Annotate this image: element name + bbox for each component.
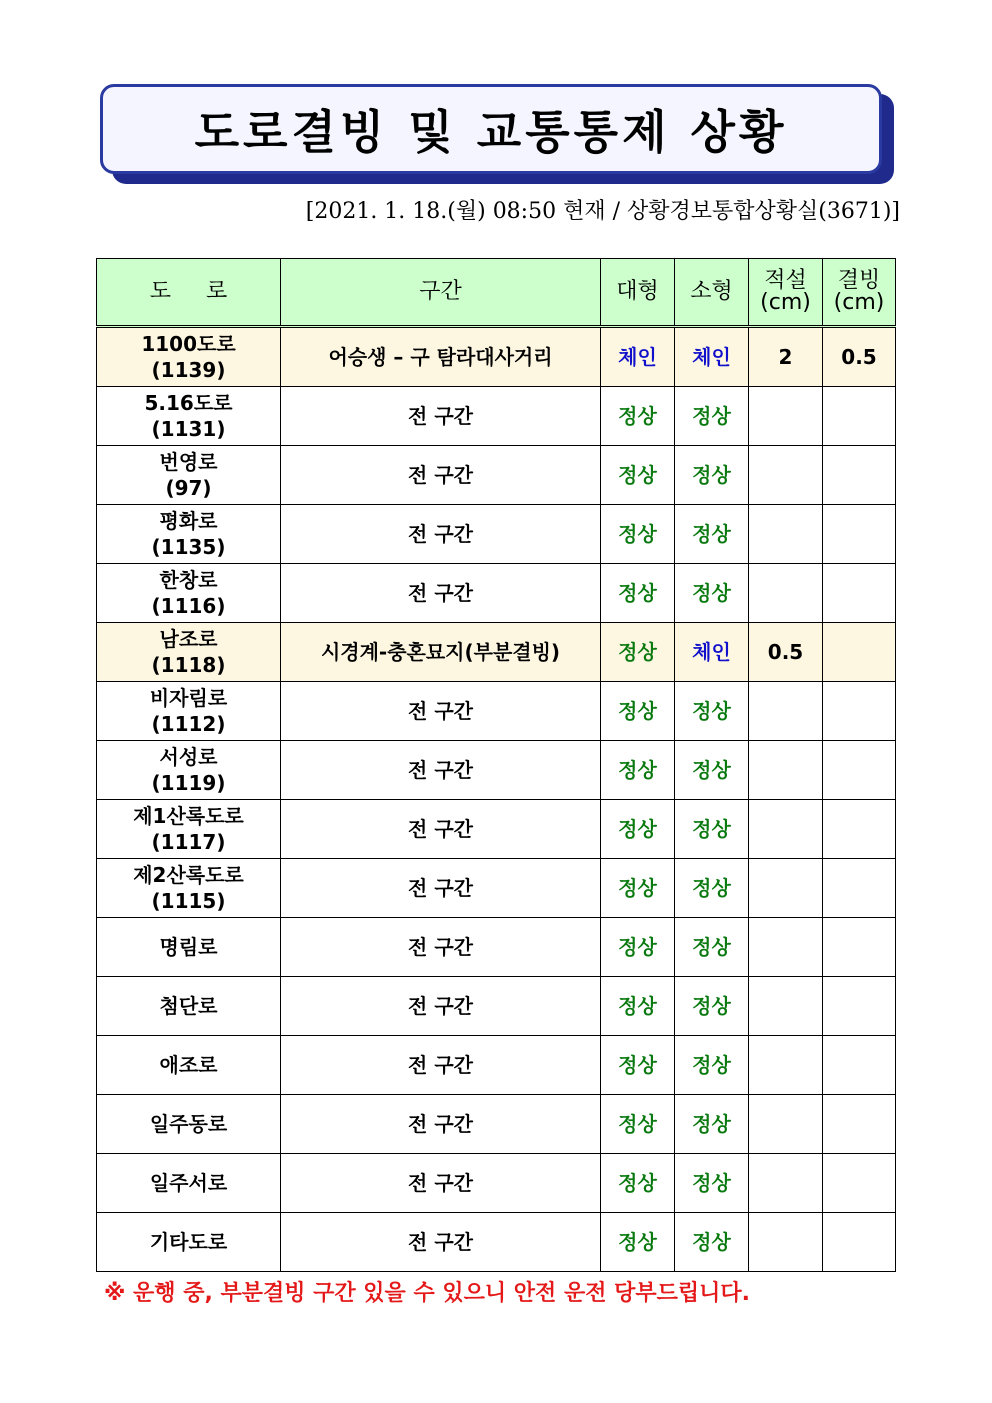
small-vehicle-status: 정상 <box>675 387 749 446</box>
snow-depth-cell <box>749 505 823 564</box>
snow-depth-cell <box>749 446 823 505</box>
small-vehicle-status: 체인 <box>675 623 749 682</box>
road-cell <box>97 1036 281 1095</box>
table-row <box>97 918 896 977</box>
snow-depth-cell <box>749 564 823 623</box>
road-number: (1112) <box>151 712 226 736</box>
header-snow-unit: (cm) <box>760 290 811 315</box>
ice-depth-cell <box>823 564 896 623</box>
road-status-table <box>96 258 896 1272</box>
small-vehicle-status: 정상 <box>675 446 749 505</box>
small-vehicle-status: 정상 <box>675 918 749 977</box>
road-cell <box>97 505 281 564</box>
large-vehicle-status: 정상 <box>601 446 675 505</box>
small-vehicle-status: 정상 <box>675 1095 749 1154</box>
road-cell <box>97 327 281 387</box>
large-vehicle-status: 정상 <box>601 741 675 800</box>
section-cell: 전 구간 <box>281 682 601 741</box>
small-vehicle-status: 체인 <box>675 327 749 387</box>
large-vehicle-status: 정상 <box>601 800 675 859</box>
road-number: (1135) <box>151 535 226 559</box>
section-cell: 전 구간 <box>281 446 601 505</box>
road-cell <box>97 1213 281 1272</box>
road-name: 1100도로 <box>141 332 236 356</box>
road-name: 애조로 <box>159 1053 218 1077</box>
header-ice-unit: (cm) <box>833 290 885 315</box>
snow-depth-cell <box>749 977 823 1036</box>
table-row <box>97 623 896 682</box>
road-cell <box>97 800 281 859</box>
ice-depth-cell <box>823 918 896 977</box>
ice-depth-cell: 0.5 <box>823 327 896 387</box>
large-vehicle-status: 정상 <box>601 1036 675 1095</box>
table-header-row <box>97 259 896 327</box>
road-number: (1131) <box>151 417 226 441</box>
table-row <box>97 1036 896 1095</box>
road-number: (1119) <box>151 771 226 795</box>
ice-depth-cell <box>823 1213 896 1272</box>
road-cell <box>97 564 281 623</box>
small-vehicle-status: 정상 <box>675 977 749 1036</box>
page-title: 도로결빙 및 교통통제 상황 <box>194 105 788 159</box>
table-body <box>97 327 896 1272</box>
small-vehicle-status: 정상 <box>675 682 749 741</box>
road-name: 제2산록도로 <box>133 863 244 887</box>
header-snow-label: 적설 <box>764 268 807 293</box>
section-cell: 시경계-충혼묘지(부분결빙) <box>281 623 601 682</box>
ice-depth-cell <box>823 1154 896 1213</box>
ice-depth-cell <box>823 446 896 505</box>
header-section: 구간 <box>281 259 601 327</box>
table-row <box>97 564 896 623</box>
title-box <box>100 84 882 174</box>
ice-depth-cell <box>823 682 896 741</box>
small-vehicle-status: 정상 <box>675 800 749 859</box>
snow-depth-cell <box>749 918 823 977</box>
table-row <box>97 505 896 564</box>
snow-depth-cell <box>749 859 823 918</box>
ice-depth-cell <box>823 859 896 918</box>
table-row <box>97 977 896 1036</box>
ice-depth-cell <box>823 387 896 446</box>
snow-depth-cell <box>749 1036 823 1095</box>
small-vehicle-status: 정상 <box>675 1213 749 1272</box>
section-cell: 전 구간 <box>281 1095 601 1154</box>
large-vehicle-status: 정상 <box>601 682 675 741</box>
road-name: 한창로 <box>159 568 218 592</box>
road-number: (97) <box>165 476 212 500</box>
ice-depth-cell <box>823 1095 896 1154</box>
snow-depth-cell <box>749 1213 823 1272</box>
section-cell: 전 구간 <box>281 1154 601 1213</box>
large-vehicle-status: 정상 <box>601 1154 675 1213</box>
road-name: 첨단로 <box>159 994 218 1018</box>
small-vehicle-status: 정상 <box>675 1154 749 1213</box>
road-number: (1117) <box>151 830 226 854</box>
road-cell <box>97 1095 281 1154</box>
section-cell: 전 구간 <box>281 505 601 564</box>
section-cell: 전 구간 <box>281 859 601 918</box>
table-row <box>97 1154 896 1213</box>
header-large-vehicle: 대형 <box>601 259 675 327</box>
large-vehicle-status: 정상 <box>601 1213 675 1272</box>
ice-depth-cell <box>823 505 896 564</box>
snow-depth-cell <box>749 682 823 741</box>
table-row <box>97 1095 896 1154</box>
large-vehicle-status: 정상 <box>601 505 675 564</box>
road-name: 기타도로 <box>149 1230 228 1254</box>
road-cell <box>97 859 281 918</box>
large-vehicle-status: 정상 <box>601 859 675 918</box>
road-number: (1118) <box>151 653 226 677</box>
snow-depth-cell <box>749 741 823 800</box>
small-vehicle-status: 정상 <box>675 859 749 918</box>
road-name: 평화로 <box>159 509 218 533</box>
ice-depth-cell <box>823 800 896 859</box>
small-vehicle-status: 정상 <box>675 1036 749 1095</box>
road-number: (1115) <box>151 889 226 913</box>
snow-depth-cell <box>749 1095 823 1154</box>
table-row <box>97 327 896 387</box>
snow-depth-cell: 0.5 <box>749 623 823 682</box>
road-cell <box>97 977 281 1036</box>
section-cell: 전 구간 <box>281 1213 601 1272</box>
road-name: 서성로 <box>159 745 218 769</box>
large-vehicle-status: 정상 <box>601 1095 675 1154</box>
road-cell <box>97 623 281 682</box>
header-ice <box>823 259 896 327</box>
road-name: 일주동로 <box>149 1112 228 1136</box>
section-cell: 전 구간 <box>281 564 601 623</box>
snow-depth-cell <box>749 387 823 446</box>
header-road: 도 로 <box>97 259 281 327</box>
road-name: 남조로 <box>159 627 218 651</box>
section-cell: 전 구간 <box>281 387 601 446</box>
large-vehicle-status: 정상 <box>601 564 675 623</box>
road-cell <box>97 741 281 800</box>
snow-depth-cell <box>749 1154 823 1213</box>
section-cell: 전 구간 <box>281 800 601 859</box>
section-cell: 전 구간 <box>281 741 601 800</box>
section-cell: 전 구간 <box>281 1036 601 1095</box>
road-name: 5.16도로 <box>144 391 233 415</box>
large-vehicle-status: 체인 <box>601 327 675 387</box>
small-vehicle-status: 정상 <box>675 564 749 623</box>
road-cell <box>97 682 281 741</box>
table-row <box>97 741 896 800</box>
ice-depth-cell <box>823 623 896 682</box>
snow-depth-cell <box>749 800 823 859</box>
road-number: (1139) <box>151 358 226 382</box>
ice-depth-cell <box>823 1036 896 1095</box>
road-number: (1116) <box>151 594 226 618</box>
header-ice-label: 결빙 <box>837 268 881 293</box>
ice-depth-cell <box>823 741 896 800</box>
large-vehicle-status: 정상 <box>601 623 675 682</box>
small-vehicle-status: 정상 <box>675 741 749 800</box>
safety-notice: ※ 운행 중, 부분결빙 구간 있을 수 있으니 안전 운전 당부드립니다. <box>104 1281 750 1306</box>
table-row <box>97 859 896 918</box>
ice-depth-cell <box>823 977 896 1036</box>
header-small-vehicle: 소형 <box>675 259 749 327</box>
road-cell <box>97 446 281 505</box>
road-name: 비자림로 <box>149 686 228 710</box>
large-vehicle-status: 정상 <box>601 977 675 1036</box>
table-row <box>97 446 896 505</box>
road-cell <box>97 387 281 446</box>
table-row <box>97 800 896 859</box>
large-vehicle-status: 정상 <box>601 918 675 977</box>
road-name: 일주서로 <box>149 1171 228 1195</box>
road-name: 명림로 <box>159 935 218 959</box>
road-cell <box>97 918 281 977</box>
road-cell <box>97 1154 281 1213</box>
small-vehicle-status: 정상 <box>675 505 749 564</box>
road-name: 번영로 <box>159 450 218 474</box>
table-row <box>97 682 896 741</box>
header-snow <box>749 259 823 327</box>
section-cell: 전 구간 <box>281 977 601 1036</box>
table-row <box>97 1213 896 1272</box>
road-name: 제1산록도로 <box>133 804 244 828</box>
report-timestamp: [2021. 1. 18.(월) 08:50 현재 / 상황경보통합상황실(3671)] <box>305 199 900 224</box>
large-vehicle-status: 정상 <box>601 387 675 446</box>
section-cell: 어승생 – 구 탐라대사거리 <box>281 327 601 387</box>
section-cell: 전 구간 <box>281 918 601 977</box>
snow-depth-cell: 2 <box>749 327 823 387</box>
table-row <box>97 387 896 446</box>
